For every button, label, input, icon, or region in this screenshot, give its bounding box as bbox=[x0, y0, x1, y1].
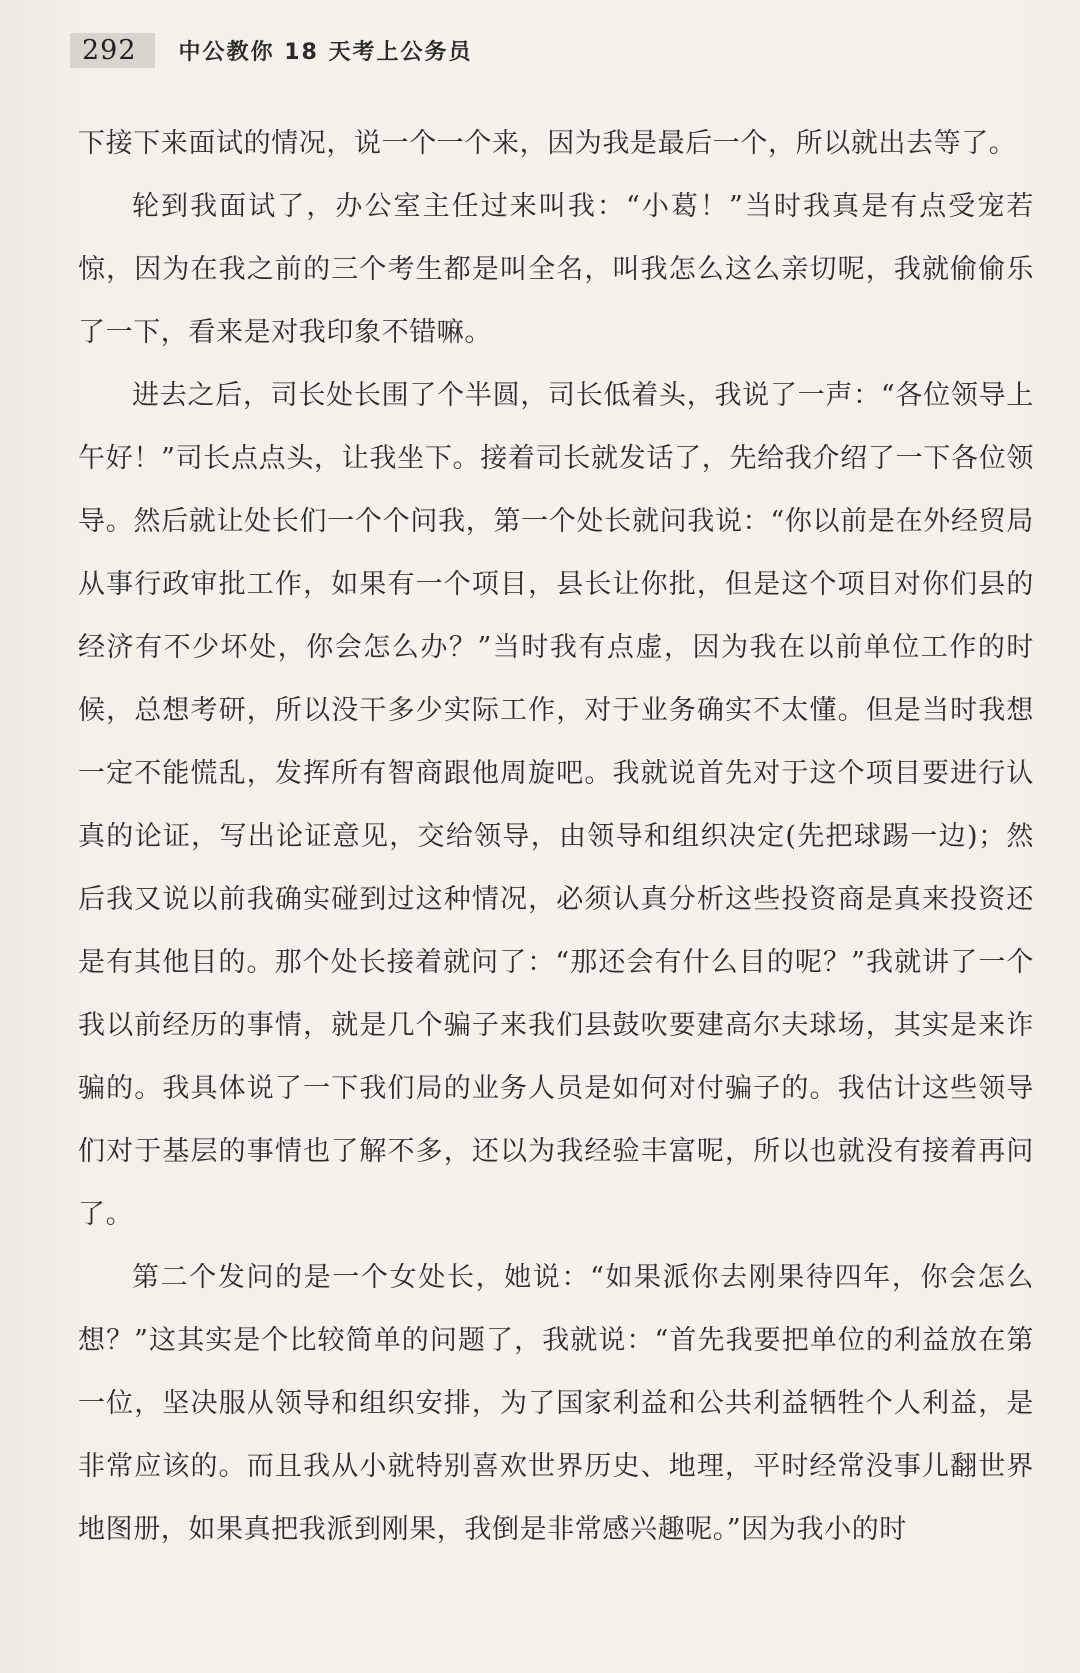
paragraph: 轮到我面试了，办公室主任过来叫我：“小葛！”当时我真是有点受宠若惊，因为在我之前的三个考生都是叫全名，叫我怎么这么亲切呢，我就偷偷乐了一下，看来是对我印象不错嘛。 bbox=[78, 191, 1034, 348]
paragraph: 下接下来面试的情况，说一个一个来，因为我是最后一个，所以就出去等了。 bbox=[78, 128, 1017, 159]
body-text bbox=[78, 112, 1034, 1561]
paragraph: 第二个发问的是一个女处长，她说：“如果派你去刚果待四年，你会怎么想？”这其实是个比较简单的问题了，我就说：“首先我要把单位的利益放在第一位，坚决服从领导和组织安排，为了国家利益和公共利益牺牲个人利益，是非常应该的。而且我从小就特别喜欢世界历史、地理，平时经常没事儿翻世界地图册，如果真把我派到刚果，我倒是非常感兴趣呢。”因为我小的时 bbox=[78, 1262, 1034, 1545]
page-number: 292 bbox=[70, 33, 155, 68]
paragraph: 进去之后，司长处长围了个半圆，司长低着头，我说了一声：“各位领导上午好！”司长点点头，让我坐下。接着司长就发话了，先给我介绍了一下各位领导。然后就让处长们一个个问我，第一个处长就问我说：“你以前是在外经贸局从事行政审批工作，如果有一个项目，县长让你批，但是这个项目对你们县的经济有不少坏处，你会怎么办？”当时我有点虚，因为我在以前单位工作的时候，总想考研，所以没干多少实际工作，对于业务确实不太懂。但是当时我想一定不能慌乱，发挥所有智商跟他周旋吧。我就说首先对于这个项目要进行认真的论证，写出论证意见，交给领导，由领导和组织决定(先把球踢一边)；然后我又说以前我确实碰到过这种情况，必须认真分析这些投资商是真来投资还是有其他目的。那个处长接着就问了：“那还会有什么目的呢？”我就讲了一个我以前经历的事情，就是几个骗子来我们县鼓吹要建高尔夫球场，其实是来诈骗的。我具体说了一下我们局的业务人员是如何对付骗子的。我估计这些领导们对于基层的事情也了解不多，还以为我经验丰富呢，所以也就没有接着再问了。 bbox=[78, 380, 1034, 1230]
page-header bbox=[70, 28, 472, 72]
running-title: 中公教你 18 天考上公务员 bbox=[178, 39, 473, 65]
